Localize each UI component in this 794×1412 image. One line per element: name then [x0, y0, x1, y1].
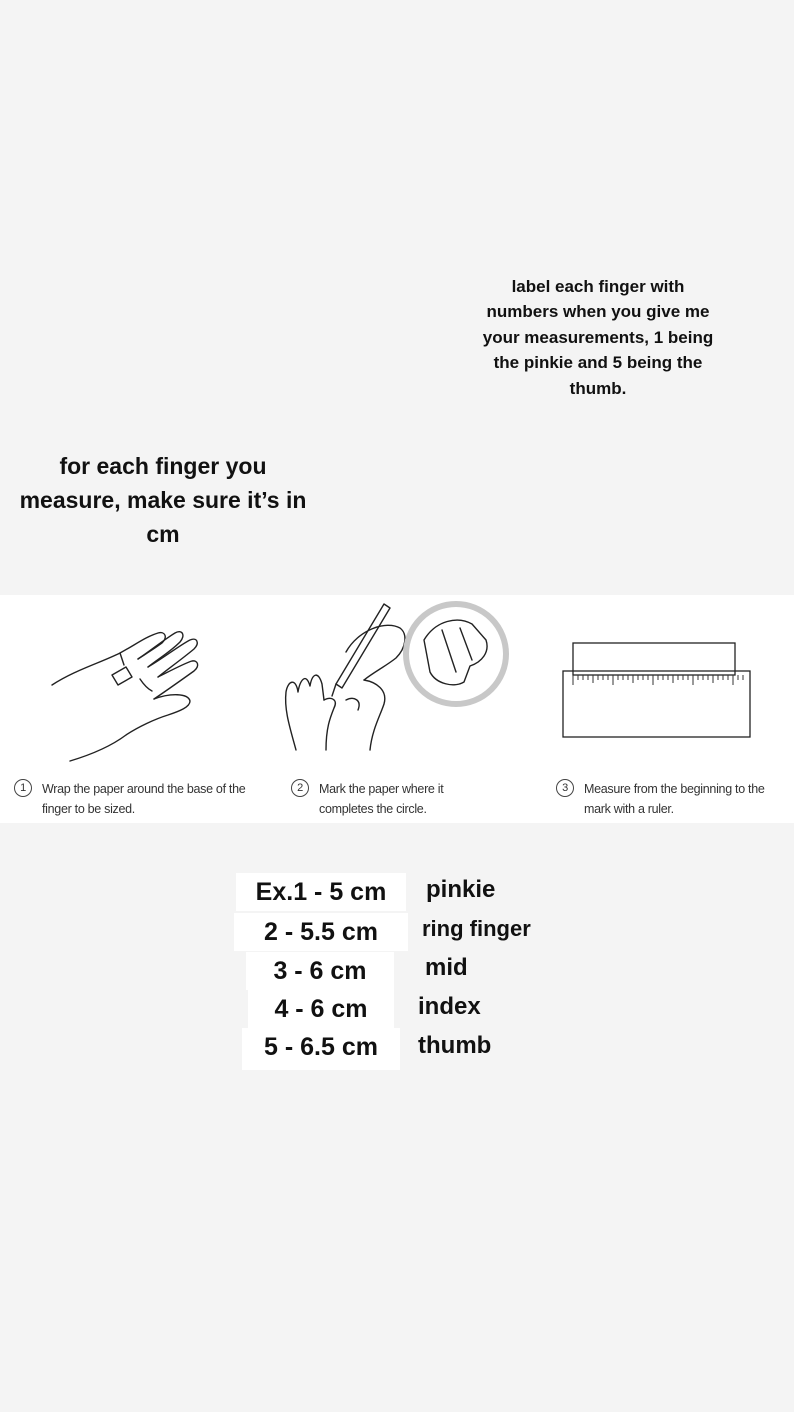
example-finger: thumb — [418, 1032, 492, 1059]
example-measure: 3 - 6 cm — [246, 952, 394, 990]
step-number: 3 — [556, 779, 574, 797]
example-measure: Ex.1 - 5 cm — [236, 873, 406, 911]
step-3-caption — [556, 779, 788, 819]
note-measure-in-cm: for each finger you measure, make sure it’s in cm — [19, 453, 307, 547]
step-number: 2 — [291, 779, 309, 797]
step-1-caption — [14, 779, 254, 819]
hand-wrap-icon — [40, 615, 210, 765]
example-finger: mid — [425, 954, 468, 981]
ruler-icon — [560, 639, 754, 739]
example-finger: index — [418, 993, 481, 1020]
instructions-panel — [0, 595, 794, 823]
step-2-caption — [291, 779, 491, 819]
example-finger: pinkie — [426, 876, 496, 903]
note-label-fingers: label each finger with numbers when you give me your measurements, 1 being the pinkie and 5 being the thumb. — [482, 277, 714, 398]
example-measure: 4 - 6 cm — [248, 990, 394, 1028]
example-measure: 5 - 6.5 cm — [242, 1028, 400, 1070]
pen-mark-icon — [276, 600, 516, 760]
example-measure: 2 - 5.5 cm — [234, 913, 408, 951]
example-finger: ring finger — [422, 916, 531, 941]
step-number: 1 — [14, 779, 32, 797]
step-text: Wrap the paper around the base of the finger to be sized. — [42, 782, 246, 816]
step-text: Measure from the beginning to the mark with a ruler. — [584, 782, 765, 816]
step-text: Mark the paper where it completes the circle. — [319, 782, 444, 816]
